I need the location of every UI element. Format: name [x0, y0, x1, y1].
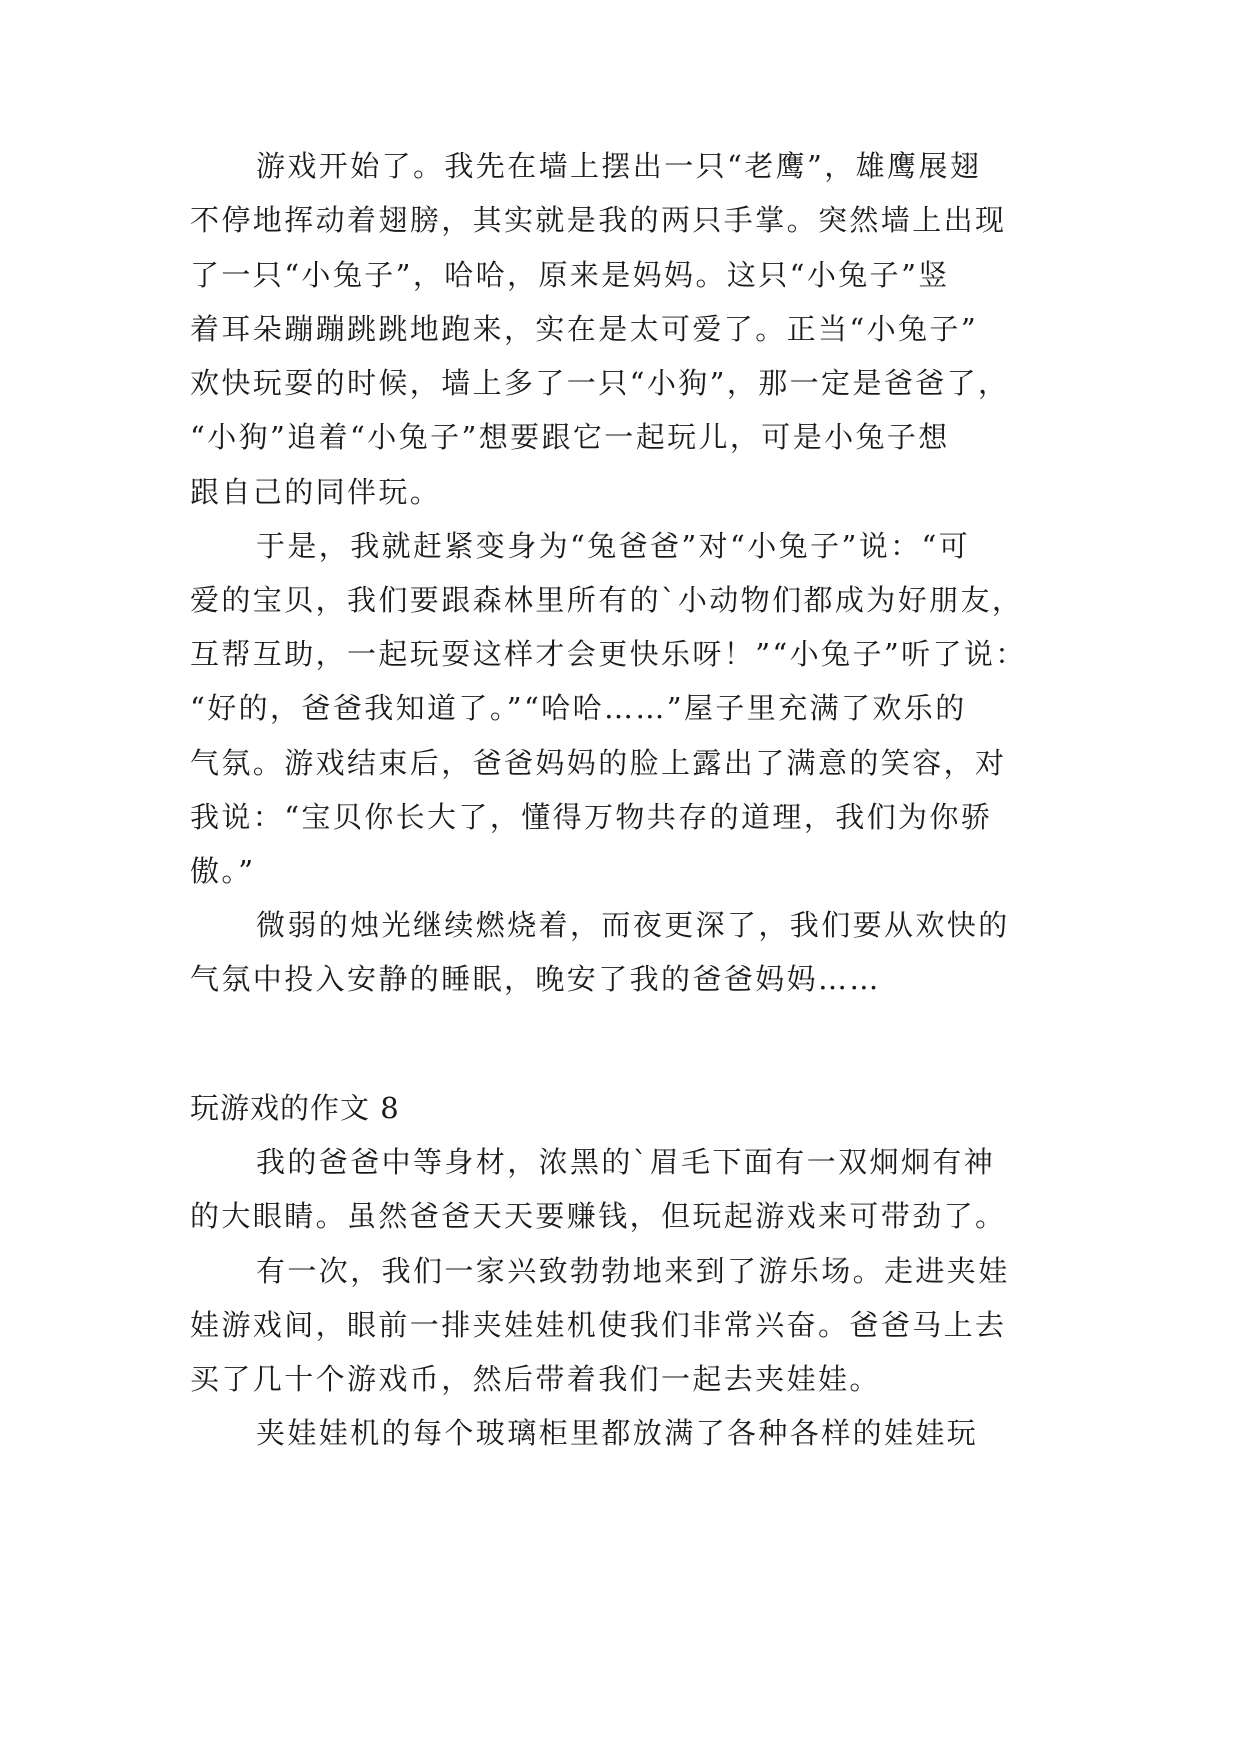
paragraph-line: 于是，我就赶紧变身为“兔爸爸”对“小兔子”说：“可: [256, 529, 971, 563]
paragraph-line: 我说：“宝贝你长大了，懂得万物共存的道理，我们为你骄: [190, 800, 993, 834]
paragraph-line: 互帮互助，一起玩耍这样才会更快乐呀！”“小兔子”听了说：: [190, 637, 1027, 671]
paragraph-line: 夹娃娃机的每个玻璃柜里都放满了各种各样的娃娃玩: [256, 1416, 979, 1450]
paragraph-line: 我的爸爸中等身材，浓黑的`眉毛下面有一双炯炯有神: [256, 1145, 996, 1179]
paragraph-line: 微弱的烛光继续燃烧着，而夜更深了，我们要从欢快的: [256, 908, 1010, 942]
section-title: 玩游戏的作文 8: [190, 1091, 400, 1125]
paragraph-line: “小狗”追着“小兔子”想要跟它一起玩儿，可是小兔子想: [190, 420, 950, 454]
paragraph-line: “好的，爸爸我知道了。”“哈哈……”屋子里充满了欢乐的: [190, 691, 967, 725]
paragraph-line: 气氛中投入安静的睡眠，晚安了我的爸爸妈妈……: [190, 962, 881, 996]
paragraph-line: 的大眼睛。虽然爸爸天天要赚钱，但玩起游戏来可带劲了。: [190, 1199, 1007, 1233]
paragraph-line: 买了几十个游戏币，然后带着我们一起去夹娃娃。: [190, 1362, 881, 1396]
paragraph-line: 了一只“小兔子”，哈哈，原来是妈妈。这只“小兔子”竖: [190, 258, 950, 292]
paragraph-line: 不停地挥动着翅膀，其实就是我的两只手掌。突然墙上出现: [190, 203, 1007, 237]
paragraph-line: 气氛。游戏结束后，爸爸妈妈的脸上露出了满意的笑容，对: [190, 746, 1007, 780]
paragraph-line: 着耳朵蹦蹦跳跳地跑来，实在是太可爱了。正当“小兔子”: [190, 312, 979, 346]
paragraph-line: 傲。”: [190, 854, 256, 888]
paragraph-line: 爱的宝贝，我们要跟森林里所有的`小动物们都成为好朋友，: [190, 583, 1024, 617]
paragraph-line: 游戏开始了。我先在墙上摆出一只“老鹰”，雄鹰展翅: [256, 149, 982, 183]
paragraph-line: 娃游戏间，眼前一排夹娃娃机使我们非常兴奋。爸爸马上去: [190, 1308, 1007, 1342]
paragraph-line: 有一次，我们一家兴致勃勃地来到了游乐场。走进夹娃: [256, 1254, 1010, 1288]
paragraph-line: 跟自己的同伴玩。: [190, 475, 442, 509]
paragraph-line: 欢快玩耍的时候，墙上多了一只“小狗”，那一定是爸爸了，: [190, 366, 1010, 400]
